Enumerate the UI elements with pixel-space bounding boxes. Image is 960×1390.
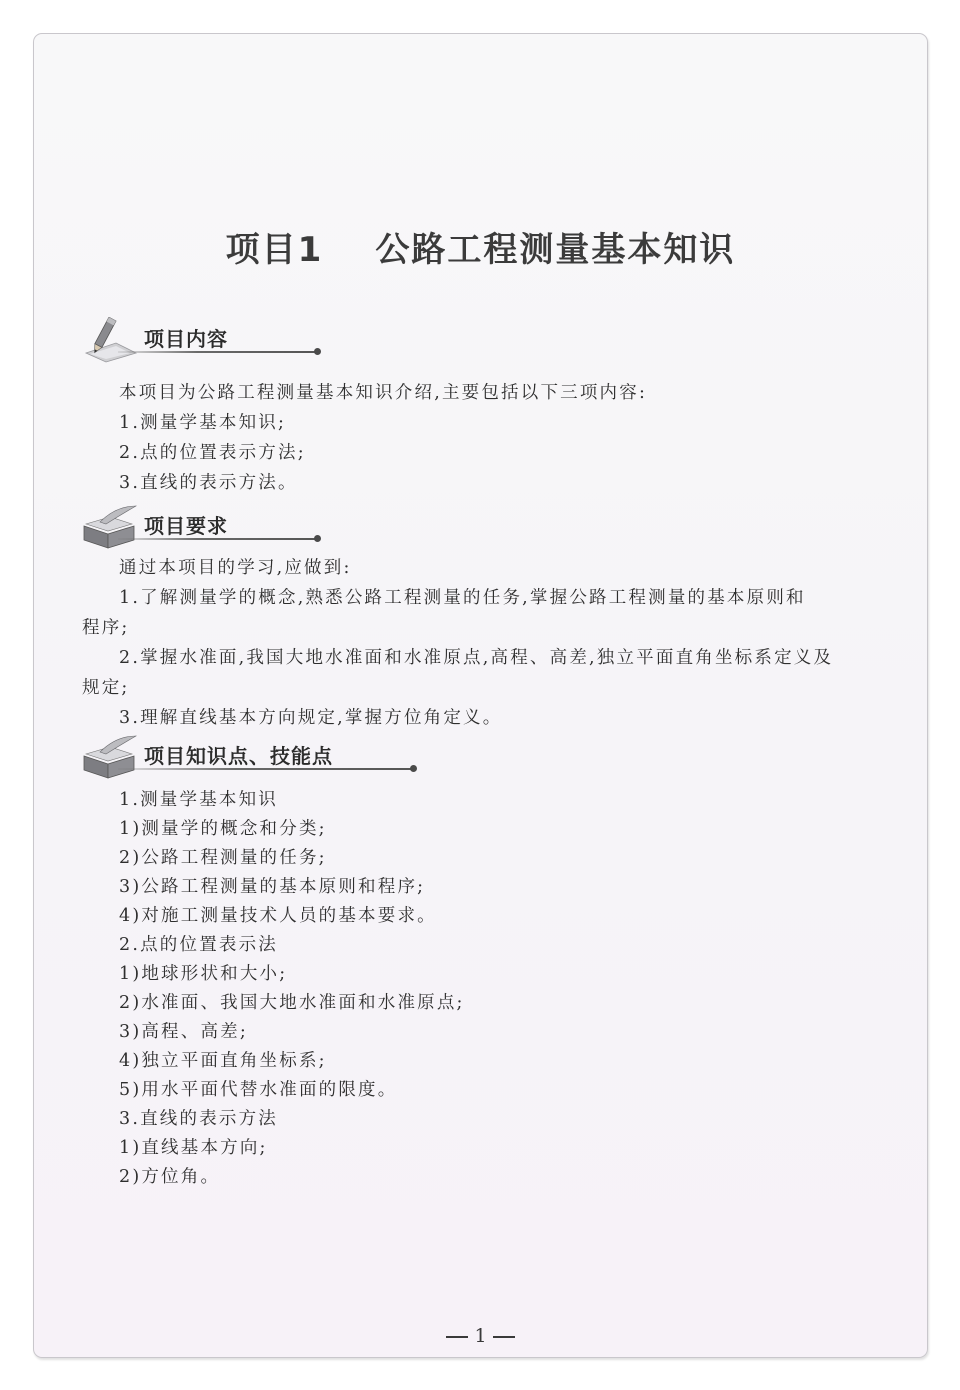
section-divider	[118, 768, 412, 770]
list-heading: 3.直线的表示方法	[119, 1109, 278, 1129]
list-heading: 1.测量学基本知识	[119, 790, 278, 810]
list-item: 3.理解直线基本方向规定,掌握方位角定义。	[119, 708, 503, 728]
list-item-continuation: 规定;	[82, 678, 130, 698]
page-footer	[34, 1325, 927, 1347]
section-heading: 项目内容	[144, 327, 228, 351]
page-title	[34, 222, 927, 271]
pencil-paper-icon	[82, 317, 138, 363]
list-item-continuation: 程序;	[82, 618, 130, 638]
section-divider-dot	[314, 348, 321, 355]
list-item: 2)方位角。	[119, 1167, 221, 1187]
section-header-content	[82, 317, 342, 363]
list-item: 3.直线的表示方法。	[119, 473, 298, 493]
section-heading: 项目要求	[144, 514, 228, 538]
section-divider	[118, 538, 316, 540]
page-number: 1	[474, 1325, 487, 1347]
list-item: 4)对施工测量技术人员的基本要求。	[119, 906, 437, 926]
footer-dash-left	[446, 1336, 468, 1338]
section-divider-dot	[410, 765, 417, 772]
list-item: 1)直线基本方向;	[119, 1138, 268, 1158]
list-item: 3)高程、高差;	[119, 1022, 248, 1042]
body-text-line: 通过本项目的学习,应做到:	[119, 558, 352, 578]
section-divider-dot	[314, 535, 321, 542]
list-heading: 2.点的位置表示法	[119, 935, 278, 955]
section-heading: 项目知识点、技能点	[144, 744, 333, 768]
book-page	[33, 33, 928, 1358]
list-item: 5)用水平面代替水准面的限度。	[119, 1080, 398, 1100]
show-through-text	[114, 124, 854, 143]
list-item: 2)水准面、我国大地水准面和水准原点;	[119, 993, 465, 1013]
project-title: 公路工程测量基本知识	[375, 230, 736, 270]
list-item: 1.测量学基本知识;	[119, 413, 287, 433]
open-book-quill-icon	[82, 504, 138, 550]
body-text-line: 本项目为公路工程测量基本知识介绍,主要包括以下三项内容:	[119, 383, 648, 403]
open-book-quill-icon	[82, 734, 138, 780]
list-item: 2.掌握水准面,我国大地水准面和水准原点,高程、高差,独立平面直角坐标系定义及	[119, 648, 834, 668]
list-item: 4)独立平面直角坐标系;	[119, 1051, 327, 1071]
list-item: 1)测量学的概念和分类;	[119, 819, 327, 839]
project-number: 项目1	[225, 230, 324, 270]
list-item: 1)地球形状和大小;	[119, 964, 288, 984]
list-item: 2.点的位置表示方法;	[119, 443, 306, 463]
footer-dash-right	[493, 1336, 515, 1338]
section-header-knowledge-skills	[82, 734, 442, 780]
list-item: 2)公路工程测量的任务;	[119, 848, 327, 868]
list-item: 3)公路工程测量的基本原则和程序;	[119, 877, 426, 897]
list-item: 1.了解测量学的概念,熟悉公路工程测量的任务,掌握公路工程测量的基本原则和	[119, 588, 806, 608]
section-header-requirements	[82, 504, 342, 550]
section-divider	[118, 351, 316, 353]
